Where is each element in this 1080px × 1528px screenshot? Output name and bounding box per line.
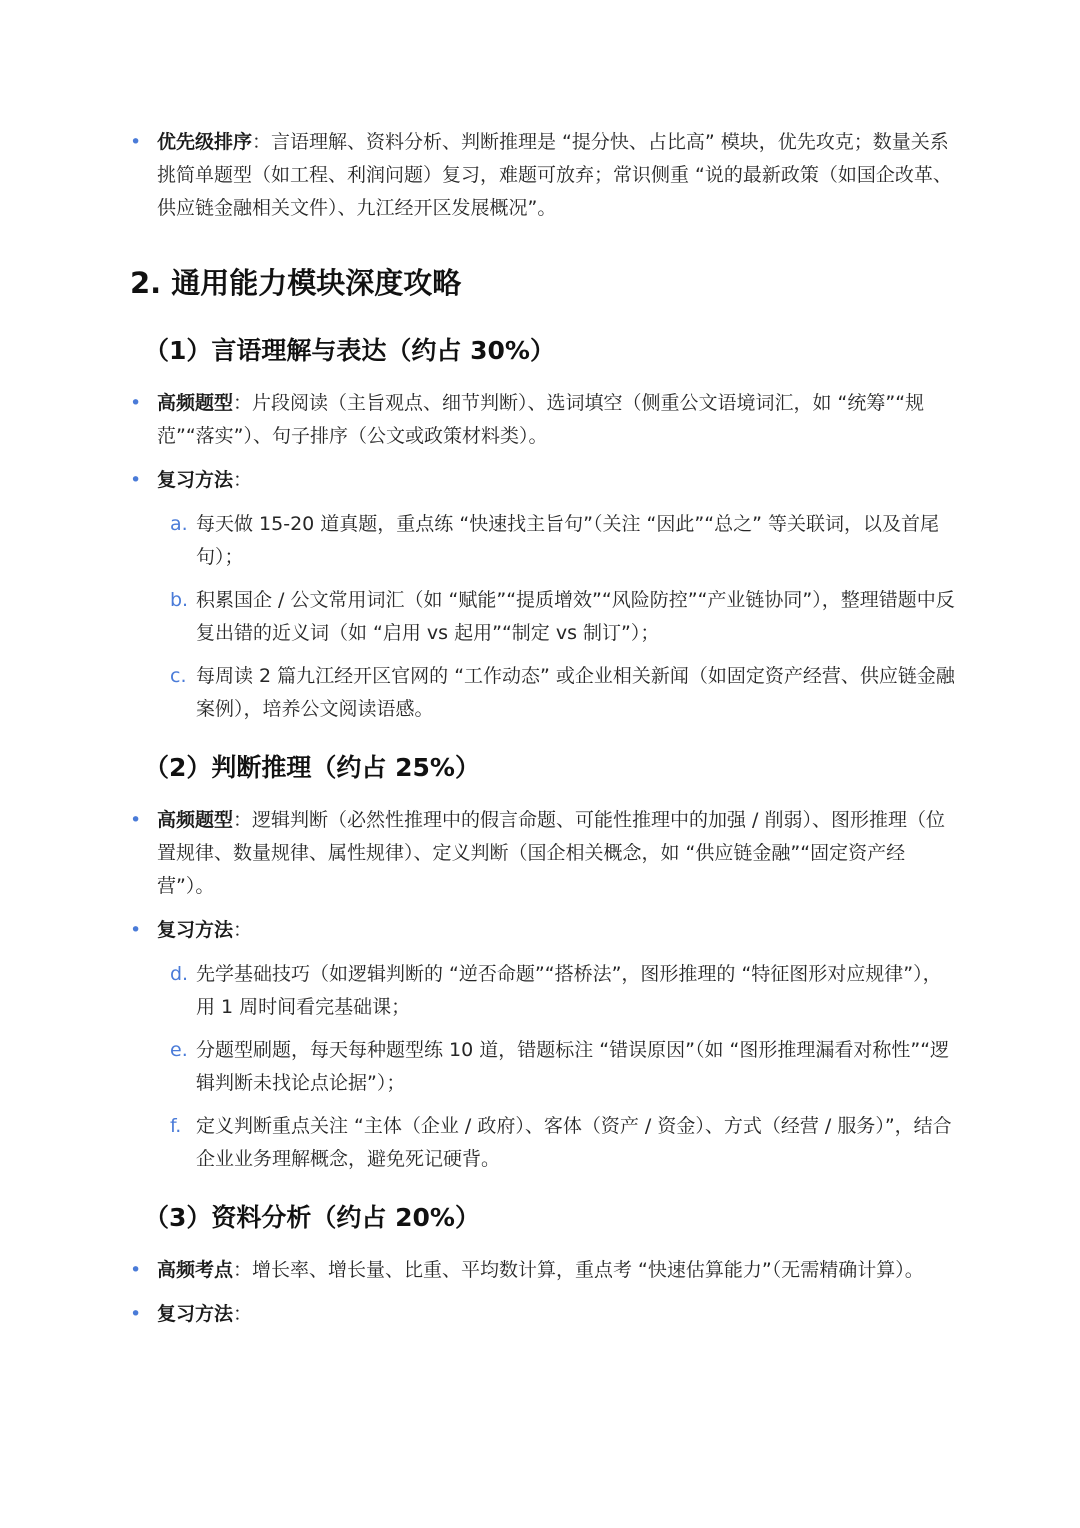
section-heading: 2. 通用能力模块深度攻略	[130, 266, 462, 300]
bullet-dot: •	[130, 392, 142, 414]
bullet-label: 高频题型	[157, 809, 234, 831]
bullet-dot: •	[130, 131, 142, 153]
list-item-text: 每天做 15-20 道真题，重点练 “快速找主旨句”（关注 “因此”“总之” 等关联词，以及首尾句）；	[196, 513, 939, 568]
bullet-colon: ：	[233, 1303, 253, 1325]
list-item	[130, 508, 960, 574]
bullet-hf-reasoning	[130, 804, 960, 903]
list-marker: b.	[170, 589, 189, 611]
list-item-text: 每周读 2 篇九江经开区官网的 “工作动态” 或企业相关新闻（如固定资产经营、供应链金融案例），培养公文阅读语感。	[196, 665, 955, 720]
bullet-dot: •	[130, 1259, 142, 1281]
bullet-priority	[130, 126, 960, 225]
bullet-method-reasoning	[130, 914, 960, 947]
subsection-heading-data-analysis: （3）资料分析（约占 20%）	[144, 1203, 480, 1232]
bullet-label: 高频考点	[157, 1259, 234, 1281]
bullet-dot: •	[130, 809, 142, 831]
list-item	[130, 1034, 960, 1100]
list-marker: d.	[170, 963, 189, 985]
list-marker: f.	[170, 1115, 182, 1137]
bullet-text: ：增长率、增长量、比重、平均数计算，重点考 “快速估算能力”（无需精确计算）。	[233, 1259, 924, 1281]
bullet-text: ：片段阅读（主旨观点、细节判断）、选词填空（侧重公文语境词汇，如 “统筹”“规范”“落实”）、句子排序（公文或政策材料类）。	[157, 392, 925, 447]
bullet-label: 复习方法	[157, 469, 234, 491]
bullet-colon: ：	[233, 469, 253, 491]
bullet-text: ：逻辑判断（必然性推理中的假言命题、可能性推理中的加强 / 削弱）、图形推理（位置规律、数量规律、属性规律）、定义判断（国企相关概念，如 “供应链金融”“固定资产经营”）。	[157, 809, 945, 897]
subsection-heading-verbal: （1）言语理解与表达（约占 30%）	[144, 336, 555, 365]
list-marker: a.	[170, 513, 188, 535]
bullet-method-data-analysis	[130, 1298, 960, 1331]
bullet-hf-verbal	[130, 387, 960, 453]
list-marker: e.	[170, 1039, 188, 1061]
list-item	[130, 584, 960, 650]
bullet-label: 优先级排序	[157, 131, 253, 153]
bullet-dot: •	[130, 469, 142, 491]
bullet-text: ：言语理解、资料分析、判断推理是 “提分快、占比高” 模块，优先攻克；数量关系挑简单题型（如工程、利润问题）复习，难题可放弃；常识侧重 “说的最新政策（如国企改革、供应链金融相关文件）、九江经开区发展概况”。	[157, 131, 952, 219]
bullet-dot: •	[130, 919, 142, 941]
list-item	[130, 660, 960, 726]
list-item-text: 积累国企 / 公文常用词汇（如 “赋能”“提质增效”“风险防控”“产业链协同”），整理错题中反复出错的近义词（如 “启用 vs 起用”“制定 vs 制订”）；	[196, 589, 955, 644]
list-item-text: 定义判断重点关注 “主体（企业 / 政府）、客体（资产 / 资金）、方式（经营 / 服务）”，结合企业业务理解概念，避免死记硬背。	[196, 1115, 952, 1170]
list-item-text: 分题型刷题，每天每种题型练 10 道，错题标注 “错误原因”（如 “图形推理漏看对称性”“逻辑判断未找论点论据”）；	[196, 1039, 950, 1094]
list-marker: c.	[170, 665, 187, 687]
list-item	[130, 1110, 960, 1176]
list-item-text: 先学基础技巧（如逻辑判断的 “逆否命题”“搭桥法”，图形推理的 “特征图形对应规律”），用 1 周时间看完基础课；	[196, 963, 942, 1018]
bullet-label: 高频题型	[157, 392, 234, 414]
bullet-label: 复习方法	[157, 919, 234, 941]
document-content	[130, 126, 960, 1342]
bullet-colon: ：	[233, 919, 253, 941]
bullet-hf-data-analysis	[130, 1254, 960, 1287]
list-item	[130, 958, 960, 1024]
bullet-method-verbal	[130, 464, 960, 497]
bullet-dot: •	[130, 1303, 142, 1325]
subsection-heading-reasoning: （2）判断推理（约占 25%）	[144, 753, 480, 782]
bullet-label: 复习方法	[157, 1303, 234, 1325]
